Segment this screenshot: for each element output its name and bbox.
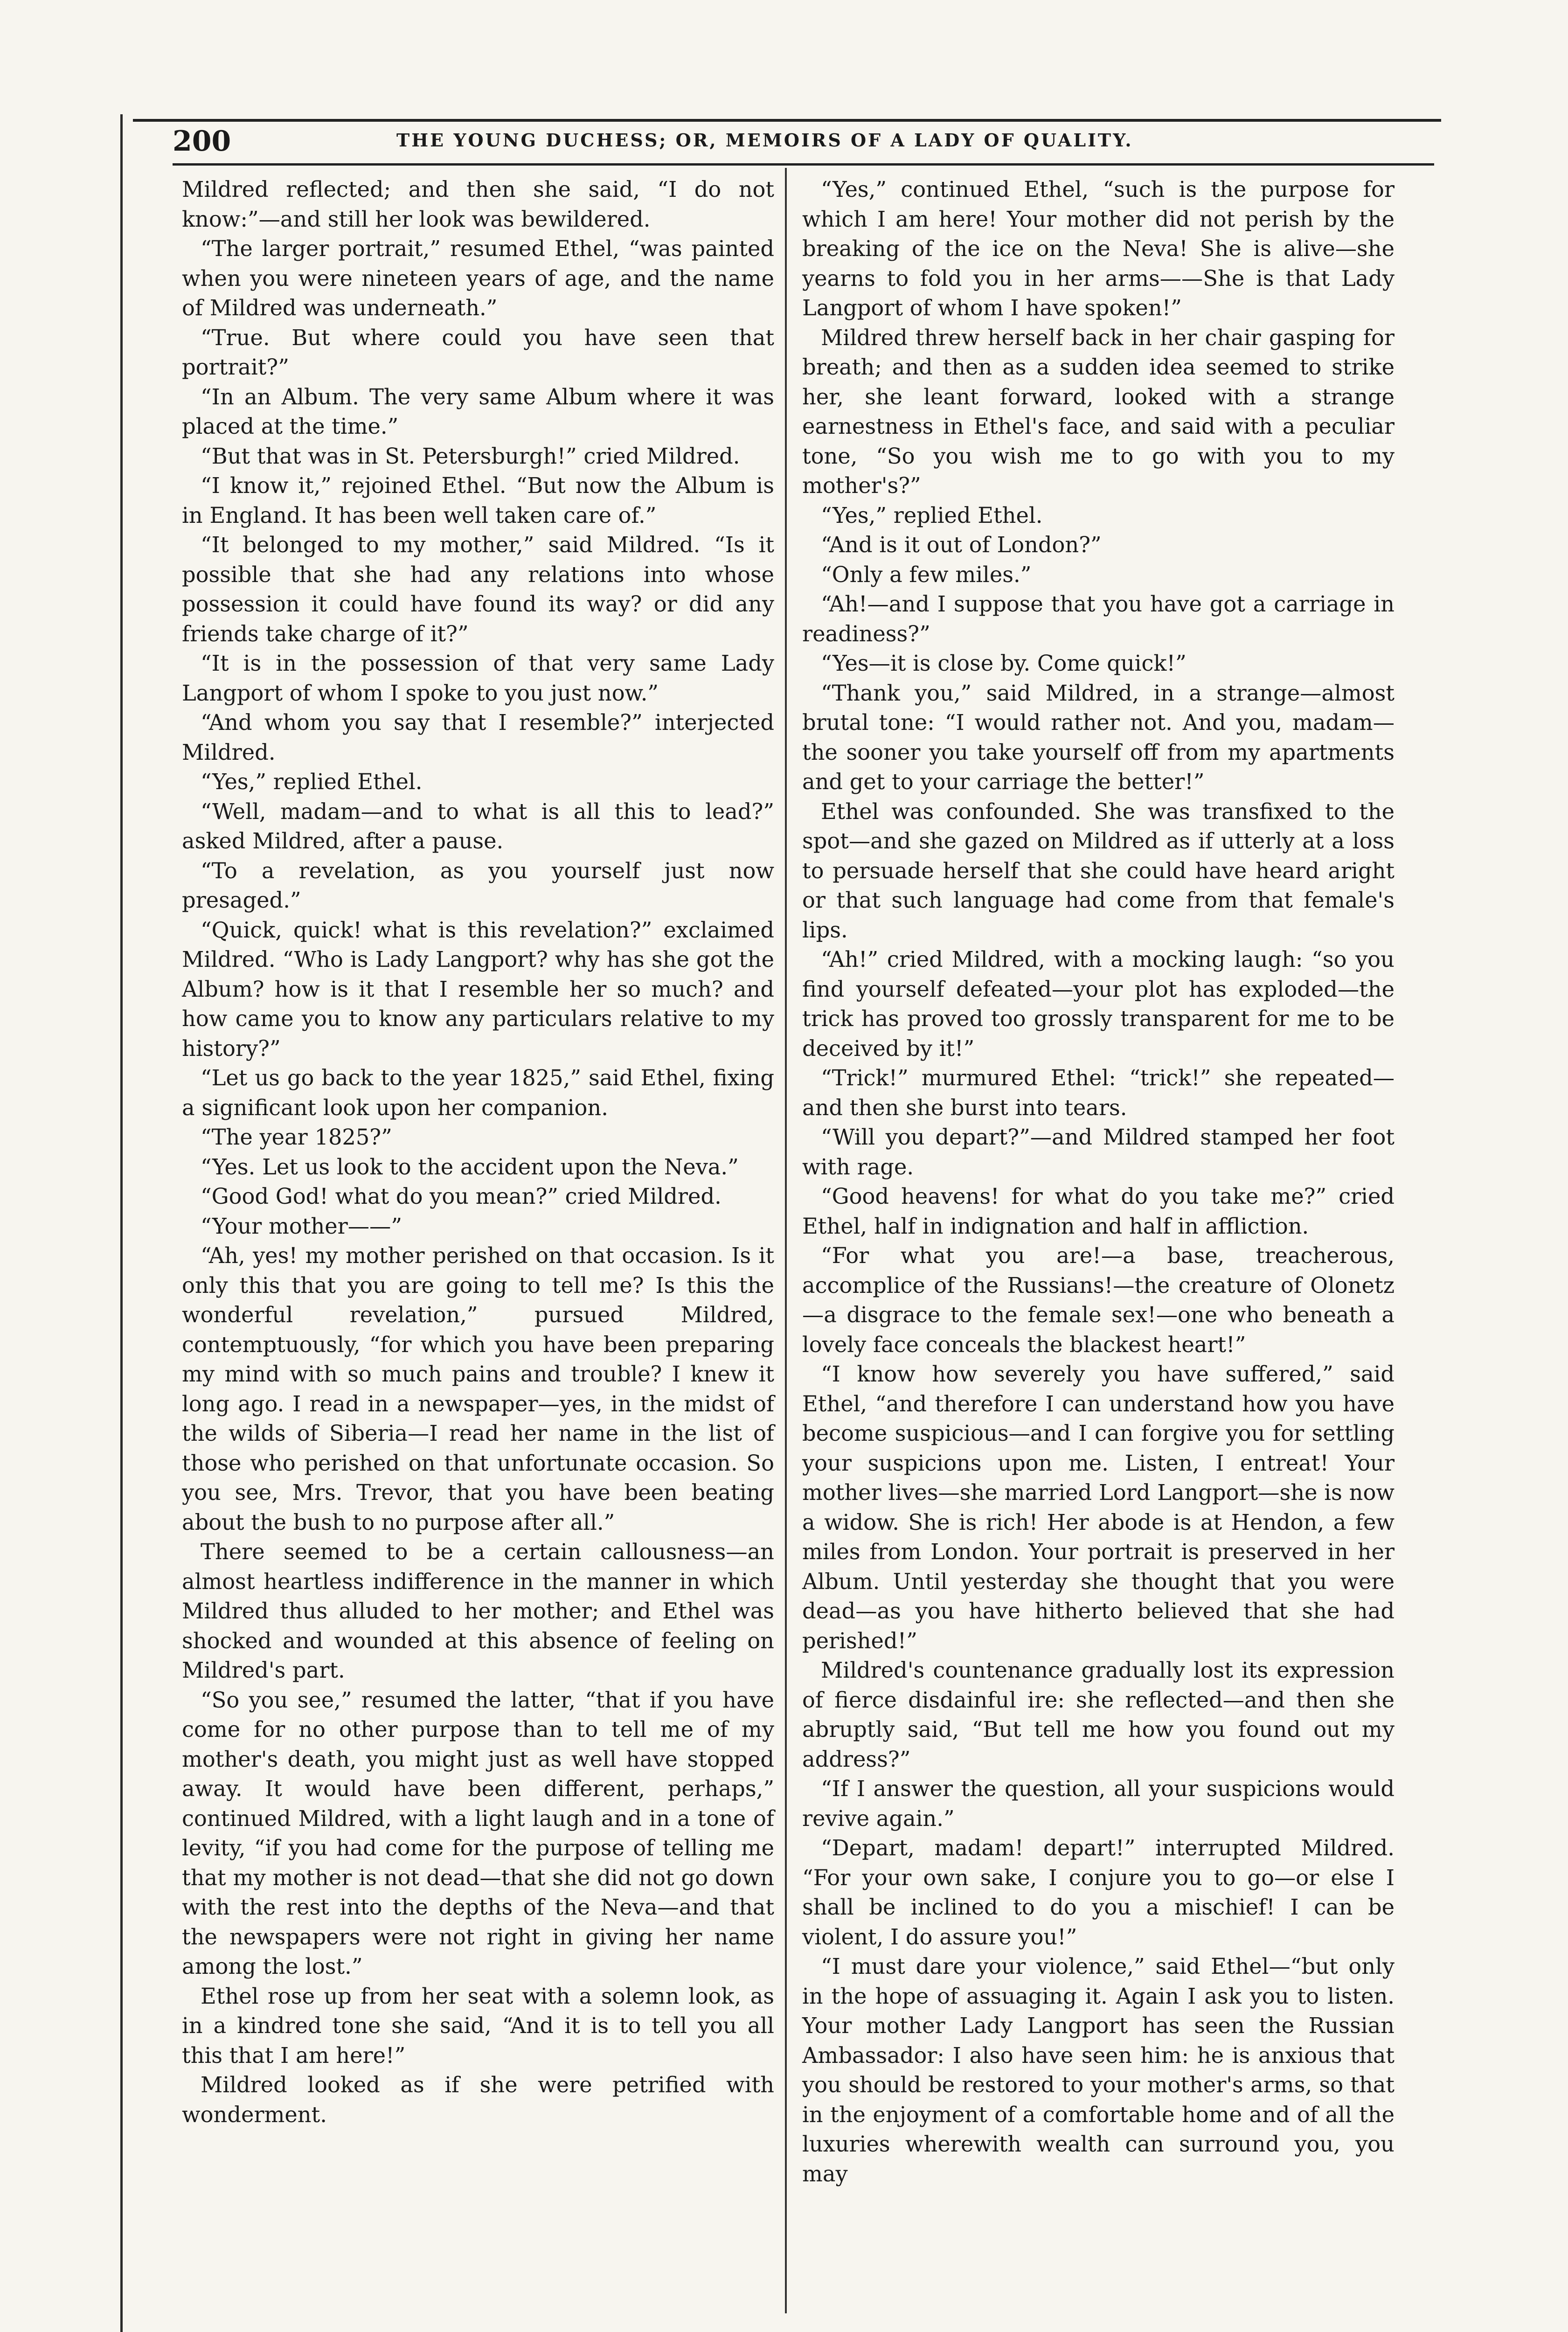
paragraph: “The larger portrait,” resumed Ethel, “was painted when you were nineteen years of age, and the name of Mildred was underneath.” (182, 236, 774, 320)
column-divider (785, 168, 787, 2313)
paragraph: “Depart, madam! depart!” interrupted Mildred. “For your own sake, I conjure you to go—or else I shall be inclined to do you a mischief! I can be violent, I do assure you!” (802, 1835, 1395, 1950)
paragraph: “In an Album. The very same Album where it was placed at the time.” (182, 384, 774, 439)
paragraph: “Well, madam—and to what is all this to lead?” asked Mildred, after a pause. (182, 798, 774, 854)
paragraph: “The year 1825?” (201, 1124, 392, 1150)
paragraph: Mildred looked as if she were petrified with wonderment. (182, 2072, 774, 2127)
paragraph: “It is in the possession of that very same Lady Langport of whom I spoke to you just now.” (182, 651, 774, 706)
paragraph: “And is it out of London?” (821, 532, 1102, 557)
paragraph: “And whom you say that I resemble?” interjected Mildred. (182, 710, 774, 765)
paragraph: Ethel rose up from her seat with a solemn look, as in a kindred tone she said, “And it is to tell you all this that I am here!” (182, 1983, 774, 2068)
right-column (802, 175, 1395, 2189)
paragraph: “I know it,” rejoined Ethel. “But now the Album is in England. It has been well taken care of.” (182, 473, 774, 528)
paragraph: “Ah!” cried Mildred, with a mocking laugh: “so you find yourself defeated—your plot has exploded—the trick has proved too grossly transparent for me to be deceived by it!” (802, 947, 1395, 1061)
running-title: THE YOUNG DUCHESS; OR, MEMOIRS OF A LADY OF QUALITY. (396, 130, 1133, 151)
paragraph: “Ah, yes! my mother perished on that occasion. Is it only this that you are going to tell me? Is this the wonderful revelation,” pursued Mildred, contemptuously, “for which you have been preparing my mind with so much pains and trouble? I knew it long ago. I read in a newspaper—yes, in the midst of the wilds of Siberia—I read her name in the list of those who perished on that unfortunate occasion. So you see, Mrs. Trevor, that you have been beating about the bush to no purpose after all.” (182, 1243, 774, 1535)
paragraph: Ethel was confounded. She was transfixed to the spot—and she gazed on Mildred as if utterly at a loss to persuade herself that she could have heard aright or that such language had come from that female's lips. (802, 798, 1395, 943)
paragraph: “For what you are!—a base, treacherous, accomplice of the Russians!—the creature of Olonetz—a disgrace to the female sex!—one who beneath a lovely face conceals the blackest heart!” (802, 1243, 1395, 1357)
paragraph: “Trick!” murmured Ethel: “trick!” she repeated—and then she burst into tears. (802, 1065, 1395, 1120)
paragraph: “True. But where could you have seen that portrait?” (182, 325, 774, 380)
paragraph: “Yes. Let us look to the accident upon the Neva.” (201, 1154, 739, 1180)
paragraph: “But that was in St. Petersburgh!” cried Mildred. (201, 443, 740, 469)
paragraph: “Quick, quick! what is this revelation?” exclaimed Mildred. “Who is Lady Langport? why has she got the Album? how is it that I resemble her so much? and how came you to know any particulars relative to my history?” (182, 917, 774, 1061)
paragraph: “Will you depart?”—and Mildred stamped her foot with rage. (802, 1124, 1395, 1180)
left-border-rule (120, 114, 123, 2332)
page-header (173, 125, 1434, 162)
paragraph: Mildred threw herself back in her chair gasping for breath; and then as a sudden idea seemed to strike her, she leant forward, looked with a strange earnestness in Ethel's face, and said with a peculiar tone, “So you wish me to go with you to my mother's?” (802, 325, 1395, 498)
left-column (182, 175, 774, 2130)
paragraph: “Good heavens! for what do you take me?” cried Ethel, half in indignation and half in affliction. (802, 1184, 1395, 1239)
top-border-rule (133, 119, 1441, 122)
paragraph: “Your mother——” (201, 1213, 402, 1239)
paragraph: “Ah!—and I suppose that you have got a carriage in readiness?” (802, 591, 1395, 646)
paragraph: “I know how severely you have suffered,” said Ethel, “and therefore I can understand how you have become suspicious—and I can forgive you for settling your suspicions upon me. Listen, I entreat! Your mother lives—she married Lord Langport—she is now a widow. She is rich! Her abode is at Hendon, a few miles from London. Your portrait is preserved in her Album. Until yesterday she thought that you were dead—as you have hitherto believed that she had perished!” (802, 1361, 1395, 1653)
paragraph: “I must dare your violence,” said Ethel—“but only in the hope of assuaging it. Again I ask you to listen. Your mother Lady Langport has seen the Russian Ambassador: I also have seen him: he is anxious that you should be restored to your mother's arms, so that in the enjoyment of a comfortable home and of all the luxuries wherewith wealth can surround you, you may (802, 1954, 1395, 2186)
paragraph: “Yes—it is close by. Come quick!” (821, 651, 1186, 676)
paragraph: “Yes,” replied Ethel. (201, 769, 423, 794)
paragraph: “It belonged to my mother,” said Mildred. “Is it possible that she had any relations into whose possession it could have found its way? or did any friends take charge of it?” (182, 532, 774, 646)
header-rule (173, 163, 1434, 166)
paragraph: “So you see,” resumed the latter, “that if you have come for no other purpose than to tell me of my mother's death, you might just as well have stopped away. It would have been different, perhaps,” continued Mildred, with a light laugh and in a tone of levity, “if you had come for the purpose of telling me that my mother is not dead—that she did not go down with the rest into the depths of the Neva—and that the newspapers were not right in giving her name among the lost.” (182, 1687, 774, 1979)
paragraph: “To a revelation, as you yourself just now presaged.” (182, 858, 774, 913)
page-number: 200 (173, 125, 231, 158)
paragraph: “Yes,” replied Ethel. (821, 502, 1043, 528)
paragraph: “Thank you,” said Mildred, in a strange—almost brutal tone: “I would rather not. And you, madam—the sooner you take yourself off from my apartments and get to your carriage the better!” (802, 680, 1395, 794)
paragraph: Mildred's countenance gradually lost its expression of fierce disdainful ire: she reflected—and then she abruptly said, “But tell me how you found out my address?” (802, 1658, 1395, 1772)
paragraph: “Good God! what do you mean?” cried Mildred. (201, 1184, 722, 1209)
paragraph: “Let us go back to the year 1825,” said Ethel, fixing a significant look upon her companion. (182, 1065, 774, 1120)
paragraph: “Only a few miles.” (821, 562, 1032, 587)
paragraph: “Yes,” continued Ethel, “such is the purpose for which I am here! Your mother did not perish by the breaking of the ice on the Neva! She is alive—she yearns to fold you in her arms——She is that Lady Langport of whom I have spoken!” (802, 177, 1395, 320)
paragraph: Mildred reflected; and then she said, “I do not know:”—and still her look was bewildered. (182, 177, 774, 232)
paragraph: There seemed to be a certain callousness—an almost heartless indifference in the manner in which Mildred thus alluded to her mother; and Ethel was shocked and wounded at this absence of feeling on Mildred's part. (182, 1539, 774, 1683)
paragraph: “If I answer the question, all your suspicions would revive again.” (802, 1776, 1395, 1831)
